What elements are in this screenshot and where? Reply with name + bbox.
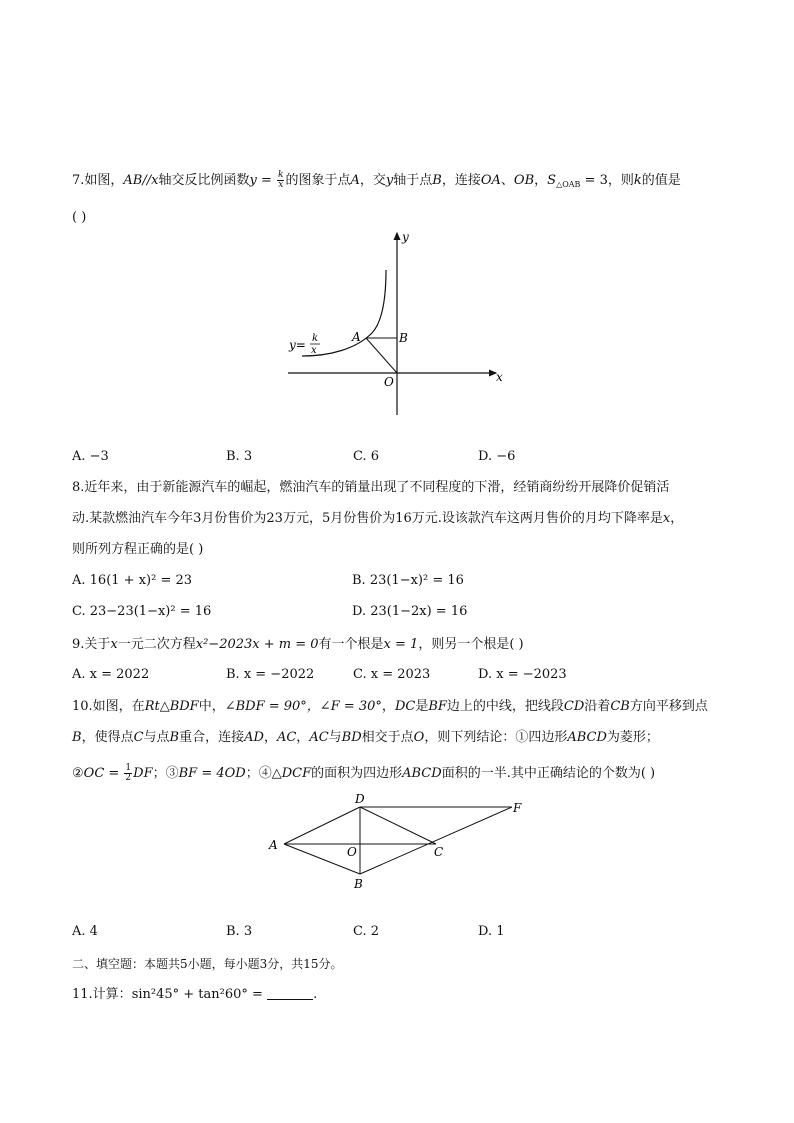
q10-line-3: ②OC = $\frac{1}{2}$ DF；③BF = 4OD；④△DCF的面积为四边形ABCD面积的一半.其中正确结论的个数为( ) <box>72 763 656 783</box>
label-a: A <box>269 838 278 852</box>
q9-option-a: A. x = 2022 <box>72 667 150 682</box>
q7-figure <box>280 225 510 420</box>
q10-option-c: C. 2 <box>353 924 380 939</box>
q7-stem: 7.如图，AB//x轴交反比例函数y = $\frac{k}{x}$ 的图象于点A，交y轴于点B，连接OA、OB，$S_{\triangle OAB} = 3$，则k的值是 <box>72 170 681 190</box>
q8-option-c: C. 23−23(1−x)² = 16 <box>72 604 212 619</box>
label-b: B <box>399 331 408 345</box>
label-a: A <box>352 330 361 344</box>
q7-fraction: $\frac{k}{x}$ <box>278 170 284 190</box>
q11-answer-blank[interactable] <box>267 986 313 1000</box>
q7-option-d: D. −6 <box>478 449 516 464</box>
q9-stem: 9.关于x一元二次方程x²−2023x + m = 0有一个根是x = 1，则另一个根是( ) <box>72 637 524 652</box>
segment-fb <box>360 807 512 874</box>
section-2-heading: 二、填空题：本题共5小题，每小题3分，共15分。 <box>72 957 343 971</box>
label-b: B <box>354 877 363 891</box>
q7-option-b: B. 3 <box>226 449 253 464</box>
q10-option-b: B. 3 <box>226 924 253 939</box>
curve-label: y= <box>289 338 306 352</box>
segment-dc <box>360 807 436 844</box>
segment-oa <box>366 338 397 373</box>
curve-label-k: k <box>312 333 319 344</box>
q8-line-1: 8.近年来，由于新能源汽车的崛起，燃油汽车的销量出现了不同程度的下滑，经销商纷纷开展降价促销活 <box>72 480 670 495</box>
q10-fraction: $\frac{1}{2}$ <box>125 763 132 783</box>
q7-paren: ( ) <box>72 210 87 225</box>
q9-option-d: D. x = −2023 <box>478 667 567 682</box>
q8-line-3: 则所列方程正确的是( ) <box>72 542 204 557</box>
q7-option-c: C. 6 <box>353 449 380 464</box>
q8-line-2: 动.某款燃油汽车今年3月份售价为23万元，5月份售价为16万元.设该款汽车这两月售价的月均下降率是x， <box>72 511 684 526</box>
q9-option-c: C. x = 2023 <box>353 667 431 682</box>
curve-label-x: x <box>311 345 317 356</box>
label-x: x <box>496 370 503 384</box>
q8-option-d: D. 23(1−2x) = 16 <box>352 604 468 619</box>
label-o: O <box>384 375 394 389</box>
q8-option-b: B. 23(1−x)² = 16 <box>352 573 464 588</box>
q10-option-d: D. 1 <box>478 924 505 939</box>
q7-option-a: A. −3 <box>72 449 109 464</box>
q10-option-a: A. 4 <box>72 924 98 939</box>
label-f: F <box>513 801 522 815</box>
segment-ad <box>284 807 360 844</box>
q11-stem: 11.计算：sin²45° + tan²60° = . <box>72 987 318 1002</box>
q9-option-b: B. x = −2022 <box>226 667 315 682</box>
label-o: O <box>347 845 357 859</box>
label-d: D <box>355 792 365 806</box>
q10-line-1: 10.如图，在Rt△BDF中，∠BDF = 90°，∠F = 30°，DC是BF边上的中线，把线段CD沿着CB方向平移到点 <box>72 699 708 714</box>
label-c: C <box>434 845 444 859</box>
label-y: y <box>402 230 409 244</box>
q10-figure <box>264 790 534 895</box>
q10-line-2: B，使得点C与点B重合，连接AD，AC，AC与BD相交于点O，则下列结论：①四边形ABCD为菱形； <box>72 730 659 745</box>
q8-option-a: A. 16(1 + x)² = 23 <box>72 573 193 588</box>
